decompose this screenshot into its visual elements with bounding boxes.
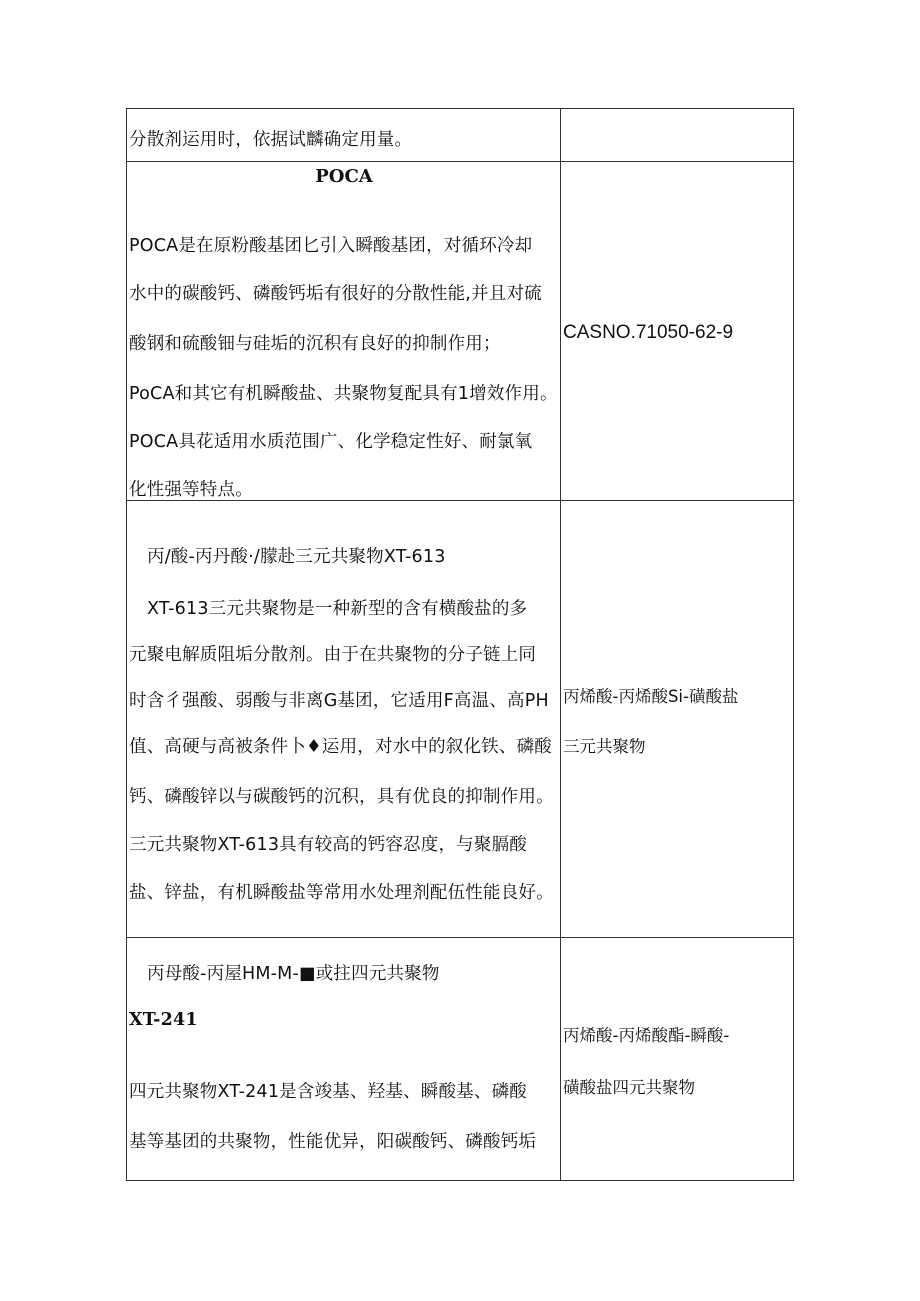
row4-right-cell [561, 938, 794, 1181]
xt241-subheading: XT-241 [129, 1010, 198, 1030]
row3-right-cell [561, 501, 794, 938]
xt613-line: 钙、磷酸锌以与碳酸钙的沉积，具有优良的抑制作用。 [129, 787, 554, 807]
table-row [127, 938, 794, 1181]
xt613-line: XT-613三元共聚物是一种新型的含有横酸盐的多 [147, 599, 528, 619]
xt241-name-line: 丙烯酸-丙烯酸酯-瞬酸- [563, 1026, 730, 1045]
document-table [126, 108, 794, 1181]
xt613-heading: 丙/酸-丙丹酸·/朦赴三元共聚物XT-613 [147, 547, 446, 567]
row3-left-cell [127, 501, 561, 938]
poca-line: POCA是在原粉酸基团匕引入瞬酸基团，对循环冷却 [129, 236, 533, 256]
row1-line: 分散剂运用时，依据试麟确定用量。 [129, 130, 413, 150]
xt241-heading: 丙母酸-丙屋HM-M-■或拄四元共聚物 [147, 964, 440, 984]
poca-line: POCA具花适用水质范围广、化学稳定性好、耐氯氧 [129, 432, 533, 452]
table-row [127, 162, 794, 501]
xt613-name-line: 丙烯酸-丙烯酸Si-磺酸盐 [563, 687, 739, 706]
xt613-name-line: 三元共聚物 [563, 737, 646, 756]
poca-line: 酸钢和硫酸钿与硅垢的沉积有良好的抑制作用； [129, 334, 501, 354]
xt613-line: 元聚电解质阻垢分散剂。由于在共聚物的分子链上同 [129, 645, 537, 665]
row2-right-cell [561, 162, 794, 501]
cas-number: CASNO.71050-62-9 [563, 322, 734, 343]
table-row [127, 501, 794, 938]
table-row [127, 109, 794, 162]
row1-right-cell [561, 109, 794, 162]
row4-left-cell [127, 938, 561, 1181]
row2-left-cell [127, 162, 561, 501]
row1-left-cell [127, 109, 561, 162]
poca-line: 化性强等特点。 [129, 480, 253, 500]
poca-line: PoCA和其它有机瞬酸盐、共聚物复配具有1增效作用。 [129, 384, 558, 404]
xt241-name-line: 磺酸盐四元共聚物 [563, 1078, 695, 1097]
poca-heading: POCA [315, 166, 373, 187]
xt613-line: 三元共聚物XT-613具有较高的钙容忍度，与聚膈酸 [129, 835, 527, 855]
xt613-line: 盐、锌盐，有机瞬酸盐等常用水处理剂配伍性能良好。 [129, 883, 554, 903]
poca-line: 水中的碳酸钙、磷酸钙垢有很好的分散性能,并且对硫 [129, 284, 542, 304]
xt613-line: 值、高硬与高被条件卜♦运用，对水中的叙化铁、磷酸 [129, 737, 552, 757]
xt241-line: 基等基团的共聚物，性能优异，阳碳酸钙、磷酸钙垢 [129, 1132, 537, 1152]
xt241-line: 四元共聚物XT-241是含竣基、羟基、瞬酸基、磷酸 [129, 1082, 527, 1102]
xt613-line: 时含彳强酸、弱酸与非离G基团，它适用F高温、高PH [129, 691, 549, 711]
